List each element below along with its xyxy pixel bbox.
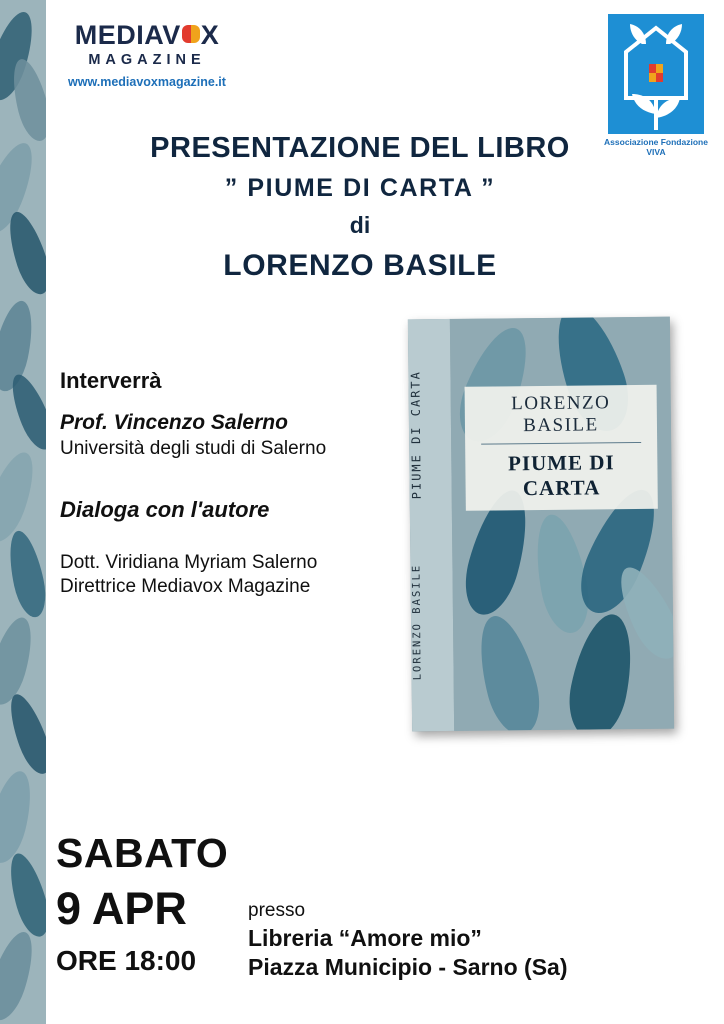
footer-date-block <box>56 830 229 977</box>
event-day: SABATO <box>56 830 229 876</box>
venue-name: Libreria “Amore mio” <box>248 925 482 951</box>
mediavox-logo <box>62 22 232 89</box>
venue-address: Piazza Municipio - Sarno (Sa) <box>248 954 568 980</box>
viva-caption-line1: Associazione Fondazione <box>604 137 708 147</box>
book-spine-author: LORENZO BASILE <box>410 563 424 681</box>
feather-pattern-band <box>0 0 46 1024</box>
speaker-name: Prof. Vincenzo Salerno <box>60 411 288 434</box>
mediavox-name-left: MEDIAV <box>74 20 181 50</box>
event-title: PRESENTAZIONE DEL LIBRO <box>150 132 570 164</box>
book-spine <box>408 319 455 731</box>
band-divider <box>46 0 50 1024</box>
book-cover-author: LORENZO BASILE <box>511 392 611 437</box>
book-cover-image <box>408 317 674 732</box>
mediavox-subtitle: MAGAZINE <box>88 52 206 68</box>
title-block <box>60 132 660 283</box>
dialog-label: Dialoga con l'autore <box>60 497 270 522</box>
book-label-divider <box>481 442 641 445</box>
footer-venue-block <box>248 900 688 981</box>
moderator-role: Direttrice Mediavox Magazine <box>60 575 311 597</box>
book-front-face <box>450 317 674 731</box>
byline-preposition: di <box>349 212 371 238</box>
mediavox-o-icon <box>181 22 201 49</box>
book-spine-title: PIUME DI CARTA <box>408 369 424 499</box>
intro-label: Interverrà <box>60 368 162 393</box>
mediavox-wordmark <box>62 22 232 49</box>
viva-caption-line2: VIVA <box>646 147 666 158</box>
viva-logo-mark <box>608 14 704 134</box>
speakers-block <box>60 368 400 598</box>
footer-divider <box>228 812 233 1024</box>
mediavox-name-right: X <box>200 20 220 50</box>
book-title-quoted: ” PIUME DI CARTA ” <box>224 174 496 202</box>
moderator-name: Dott. Viridiana Myriam Salerno <box>60 552 318 573</box>
venue-prefix: presso <box>248 900 306 921</box>
event-time: ORE 18:00 <box>56 945 197 976</box>
house-tree-icon <box>608 14 704 134</box>
book-cover-title: PIUME DI CARTA <box>507 450 615 501</box>
author-name: LORENZO BASILE <box>223 249 497 282</box>
speaker-role: Università degli studi di Salerno <box>60 438 327 459</box>
event-date: 9 APR <box>56 883 187 934</box>
book-cover-label <box>465 385 658 511</box>
mediavox-url: www.mediavoxmagazine.it <box>68 75 226 89</box>
